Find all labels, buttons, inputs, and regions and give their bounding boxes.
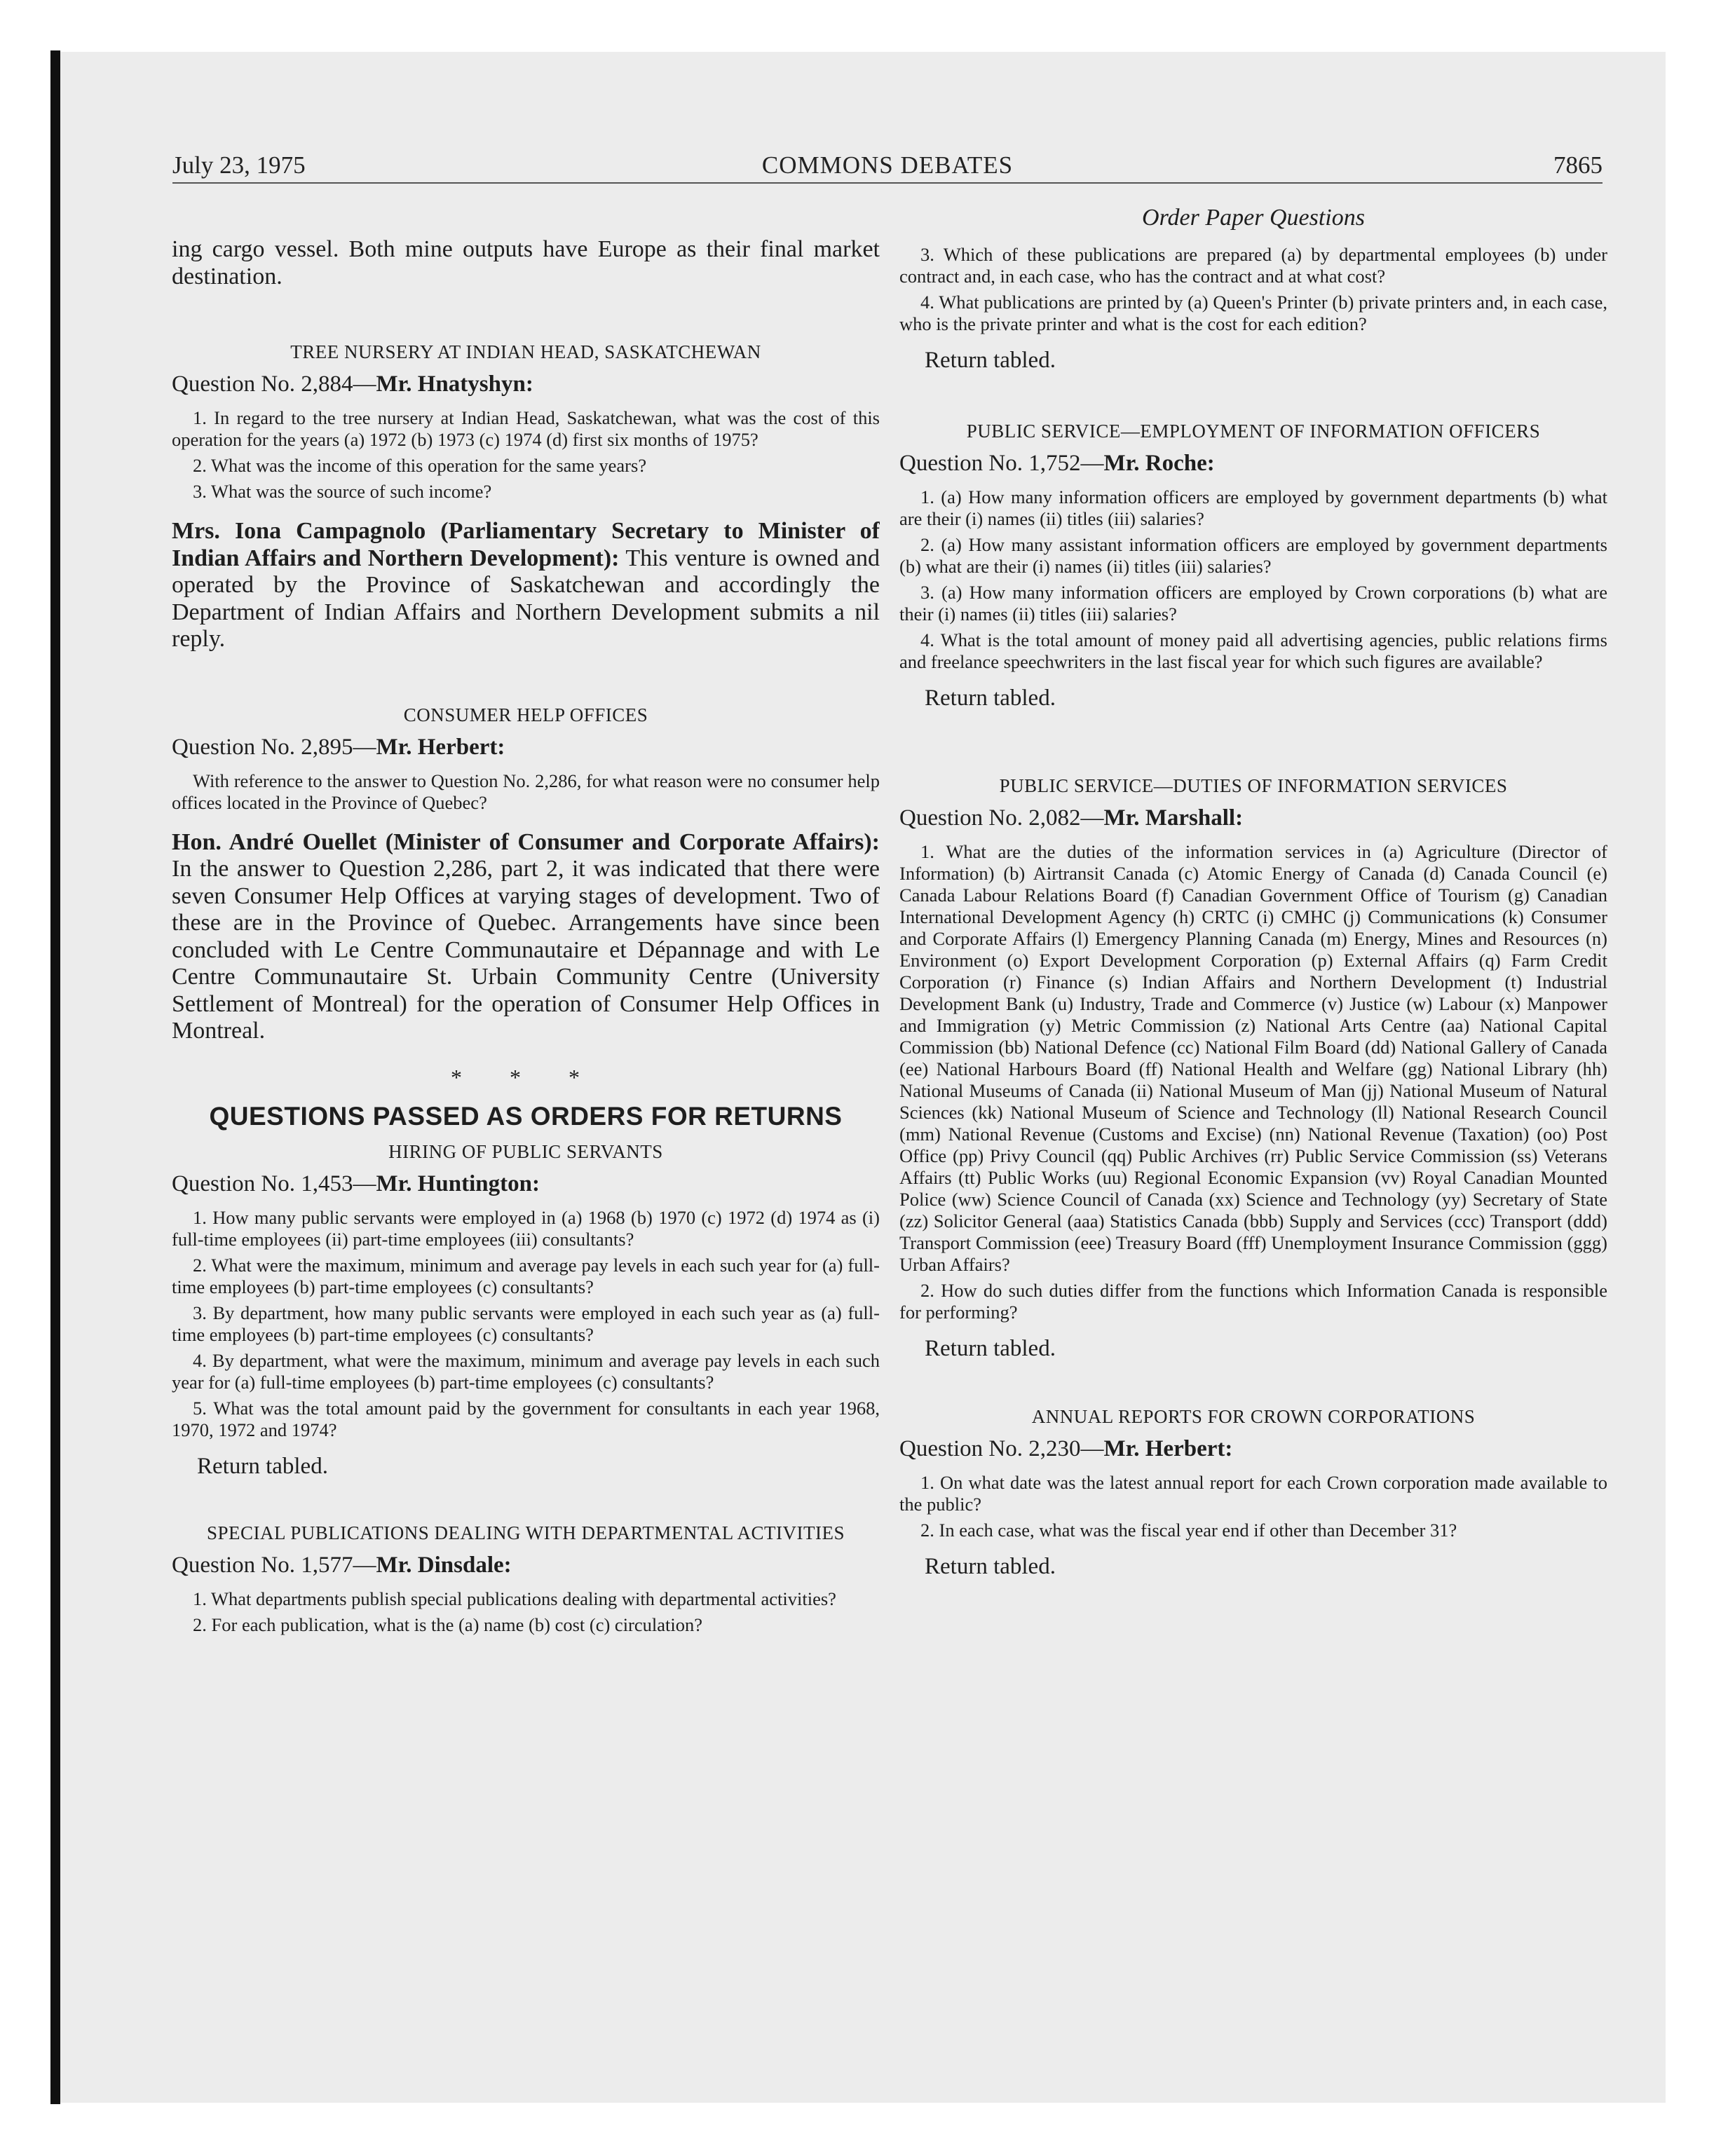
question-paragraph: With reference to the answer to Question No. 2,286, for what reason were no consumer help offices located in the Province of Quebec?: [172, 770, 880, 813]
question-paragraph: 2. How do such duties differ from the functions which Information Canada is responsible for performing?: [899, 1280, 1607, 1323]
question-paragraph: 2. In each case, what was the fiscal year end if other than December 31?: [920, 1520, 1457, 1541]
continued-text: ing cargo vessel. Both mine outputs have Europe as their final market destination.: [172, 236, 880, 289]
answer-text: In the answer to Question 2,286, part 2, it was indicated that there were seven Consumer Help Offices at varying stages of development. Two of these are in the Province of Quebec. Arrangements have since been concluded with Le Centre Communautaire et Dépannage and with Le Centre Communautaire St. Urbain Community Centre (University Settlement of Montreal) for the operation of Consumer Help Offices in Montreal.: [172, 856, 880, 1044]
question-paragraph: 3. By department, how many public servants were employed in each such year as (a) full-time employees (b) part-time employees (c) consultants?: [172, 1302, 880, 1345]
section-annual-reports: [899, 1405, 1607, 1580]
question-paragraph: 1. What departments publish special publications dealing with departmental activities?: [193, 1588, 836, 1609]
question-member: Mr. Herbert:: [1103, 1436, 1233, 1461]
page-date: July 23, 1975: [172, 151, 306, 179]
question-paragraph: 4. By department, what were the maximum, minimum and average pay levels in each such year for (a) full-time employees (b) part-time employees (c) consultants?: [172, 1349, 880, 1393]
answer-paragraph: [172, 518, 880, 653]
question-heading: [899, 805, 1607, 831]
question-heading: [172, 1553, 880, 1578]
answer-paragraph: [172, 829, 880, 1045]
answer-speaker: Hon. André Ouellet (Minister of Consumer and Corporate Affairs):: [172, 828, 880, 855]
question-member: Mr. Huntington:: [376, 1171, 540, 1196]
section-consumer-help: [172, 704, 880, 1045]
section-title: SPECIAL PUBLICATIONS DEALING WITH DEPARTMENTAL ACTIVITIES: [207, 1522, 845, 1543]
question-member: Mr. Herbert:: [376, 734, 505, 760]
return-tabled: Return tabled.: [925, 1336, 1056, 1361]
question-number: Question No. 2,230—: [899, 1436, 1104, 1461]
section-divider: * * *: [451, 1064, 601, 1090]
question-paragraph: 4. What is the total amount of money paid all advertising agencies, public relations firms and freelance speechwriters in the last fiscal year for which such figures are available?: [899, 629, 1607, 672]
question-heading: [899, 1436, 1607, 1462]
question-paragraph: 1. (a) How many information officers are employed by government departments (b) what are their (i) names (ii) titles (iii) salaries?: [899, 486, 1607, 529]
section-title: PUBLIC SERVICE—DUTIES OF INFORMATION SERVICES: [999, 775, 1508, 796]
question-heading: [172, 371, 880, 397]
section-information-services: [899, 775, 1607, 1362]
question-member: Mr. Marshall:: [1103, 805, 1244, 831]
section-tree-nursery: [172, 341, 880, 653]
right-column: [899, 198, 1607, 1992]
return-tabled: Return tabled.: [925, 348, 1056, 373]
question-heading: [172, 1171, 880, 1197]
question-number: Question No. 1,752—: [899, 451, 1104, 476]
question-paragraph: 2. What were the maximum, minimum and average pay levels in each such year for (a) full-time employees (b) part-time employees (c) consultants?: [172, 1254, 880, 1297]
section-title: HIRING OF PUBLIC SERVANTS: [388, 1140, 663, 1162]
section-title: CONSUMER HELP OFFICES: [403, 704, 648, 725]
question-number: Question No. 1,453—: [172, 1171, 376, 1196]
section-publications-continued: [899, 244, 1607, 374]
section-special-publications: [172, 1522, 880, 1636]
question-paragraph: 2. What was the income of this operation for the same years?: [193, 455, 647, 476]
return-tabled: Return tabled.: [197, 1453, 328, 1479]
left-column: [172, 198, 880, 1992]
question-paragraph: 1. How many public servants were employed in (a) 1968 (b) 1970 (c) 1972 (d) 1974 as (i) full-time employees (ii) part-time employees (iii) consultants?: [172, 1206, 880, 1250]
question-heading: [172, 735, 880, 760]
answer-speaker: Mrs. Iona Campagnolo (Parliamentary Secretary to Minister of Indian Affairs and Northern Development):: [172, 518, 880, 571]
question-paragraph: 3. What was the source of such income?: [193, 481, 492, 502]
publication-title: COMMONS DEBATES: [761, 151, 1014, 179]
section-title: ANNUAL REPORTS FOR CROWN CORPORATIONS: [1031, 1406, 1476, 1427]
section-information-officers: [899, 420, 1607, 711]
question-member: Mr. Hnatyshyn:: [376, 371, 533, 397]
answer-text: This venture is owned and operated by the Province of Saskatchewan and accordingly the Department of Indian Affairs and Northern Development submits a nil reply.: [172, 545, 880, 652]
question-paragraph: 2. For each publication, what is the (a) name (b) cost (c) circulation?: [193, 1613, 703, 1635]
page-header: [172, 149, 1603, 184]
return-tabled: Return tabled.: [925, 685, 1056, 711]
question-paragraph: 5. What was the total amount paid by the government for consultants in each year 1968, 1970, 1972 and 1974?: [172, 1397, 880, 1440]
question-paragraph: 2. (a) How many assistant information officers are employed by government departments (b) what are their (i) names (ii) titles (iii) salaries?: [899, 534, 1607, 577]
question-number: Question No. 1,577—: [172, 1552, 376, 1578]
question-paragraph: 3. Which of these publications are prepared (a) by departmental employees (b) under contract and, in each case, who has the contract and at what cost?: [899, 244, 1607, 287]
question-paragraph: 1. On what date was the latest annual report for each Crown corporation made available to the public?: [899, 1472, 1607, 1515]
question-heading: [899, 451, 1607, 477]
return-tabled: Return tabled.: [925, 1554, 1056, 1579]
question-paragraph: 3. (a) How many information officers are employed by Crown corporations (b) what are their (i) names (ii) titles (iii) salaries?: [899, 582, 1607, 625]
scan-edge: [50, 50, 60, 2104]
running-head: Order Paper Questions: [1142, 205, 1365, 231]
section-hiring: [172, 1141, 880, 1480]
question-paragraph: 1. In regard to the tree nursery at Indian Head, Saskatchewan, what was the cost of this operation for the years (a) 1972 (b) 1973 (c) 1974 (d) first six months of 1975?: [172, 407, 880, 450]
question-member: Mr. Roche:: [1103, 451, 1215, 476]
question-number: Question No. 2,082—: [899, 805, 1104, 831]
question-member: Mr. Dinsdale:: [376, 1552, 512, 1578]
section-title: TREE NURSERY AT INDIAN HEAD, SASKATCHEWAN: [290, 341, 761, 362]
section-title: PUBLIC SERVICE—EMPLOYMENT OF INFORMATION OFFICERS: [966, 421, 1541, 442]
part-title: QUESTIONS PASSED AS ORDERS FOR RETURNS: [209, 1101, 843, 1131]
page-number: 7865: [1553, 151, 1603, 179]
question-paragraph: 1. What are the duties of the information services in (a) Agriculture (Director of Information) (b) Airtransit Canada (c) Atomic Energy of Canada (d) Canada Council (e) Canada Labour Relations Board (f) Canadian Government Office of Tourism (g) Canadian International Development Agency (h) CRTC (i) CMHC (j) Communications (k) Consumer and Corporate Affairs (l) Emergency Planning Canada (m) Energy, Mines and Resources (n) Environment (o) Export Development Corporation (p) External Affairs (q) Farm Credit Corporation (r) Finance (s) Indian Affairs and Northern Development (t) Industrial Development Bank (u) Industry, Trade and Commerce (v) Justice (w) Labour (x) Manpower and Immigration (y) Metric Commission (z) National Arts Centre (aa) National Capital Commission (bb) National Defence (cc) National Film Board (dd) National Gallery of Canada (ee) National Harbours Board (ff) National Health and Welfare (gg) National Library (hh) National Museums of Canada (ii) National Museum of Man (jj) National Museum of Natural Sciences (kk) National Museum of Science and Technology (ll) National Research Council (mm) National Revenue (Customs and Excise) (nn) National Revenue (Taxation) (oo) Post Office (pp) Privy Council (qq) Public Archives (rr) Public Service Commission (ss) Veterans Affairs (tt) Public Works (uu) Regional Economic Expansion (vv) Royal Canadian Mounted Police (ww) Science Council of Canada (xx) Science and Technology (yy) Secretary of State (zz) Solicitor General (aaa) Statistics Canada (bbb) Supply and Services (ccc) Transport (ddd) Transport Commission (eee) Treasury Board (fff) Unemployment Insurance Commission (ggg) Urban Affairs?: [899, 841, 1607, 1275]
question-number: Question No. 2,895—: [172, 734, 376, 760]
question-paragraph: 4. What publications are printed by (a) Queen's Printer (b) private printers and, in each case, who is the private printer and what is the cost for each edition?: [899, 292, 1607, 334]
question-number: Question No. 2,884—: [172, 371, 376, 397]
